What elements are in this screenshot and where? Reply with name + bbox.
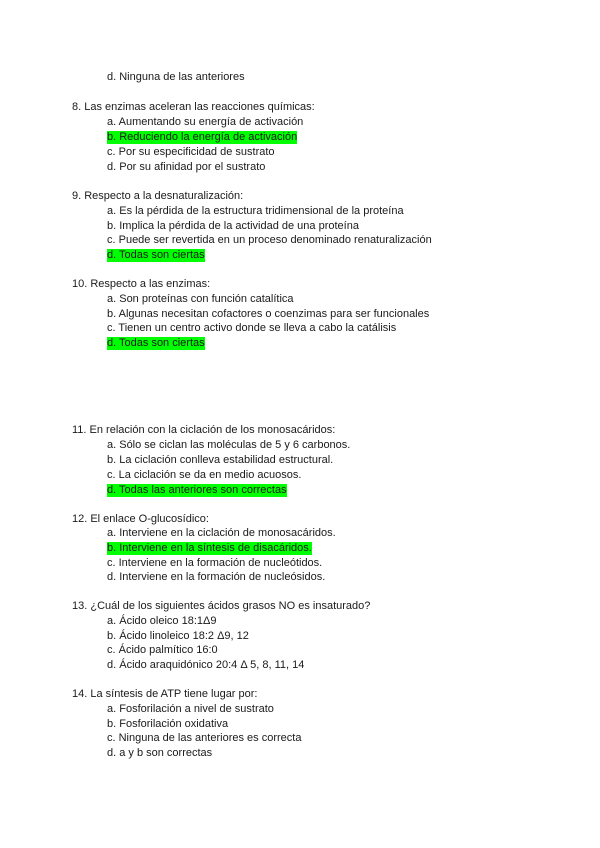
- q10-option-b: b. Algunas necesitan cofactores o coenzimas para ser funcionales: [107, 308, 430, 320]
- q12-stem: 12. El enlace O-glucosídico:: [72, 513, 209, 525]
- q13-option-a: a. Ácido oleico 18:1Δ9: [107, 615, 217, 627]
- q8-stem: 8. Las enzimas aceleran las reacciones químicas:: [72, 101, 315, 113]
- q13-option-d: d. Ácido araquidónico 20:4 Δ 5, 8, 11, 14: [107, 659, 305, 671]
- q10-stem: 10. Respecto a las enzimas:: [72, 278, 211, 290]
- q9-option-b: b. Implica la pérdida de la actividad de una proteína: [107, 220, 359, 232]
- q9-option-a: a. Es la pérdida de la estructura tridimensional de la proteína: [107, 205, 404, 217]
- q11-option-c: c. La ciclación se da en medio acuosos.: [107, 469, 302, 481]
- q14-option-b: b. Fosforilación oxidativa: [107, 718, 229, 730]
- q11-option-d-highlighted: d. Todas las anteriores son correctas: [107, 484, 287, 496]
- q8-option-b-highlighted: b. Reduciendo la energía de activación: [107, 131, 298, 143]
- q13-option-c: c. Ácido palmítico 16:0: [107, 644, 218, 656]
- q10-option-a: a. Son proteínas con función catalítica: [107, 293, 294, 305]
- q11-stem: 11. En relación con la ciclación de los monosacáridos:: [72, 424, 336, 436]
- q14-option-a: a. Fosforilación a nivel de sustrato: [107, 703, 274, 715]
- q14-stem: 14. La síntesis de ATP tiene lugar por:: [72, 688, 258, 700]
- q8-option-a: a. Aumentando su energía de activación: [107, 116, 304, 128]
- q11-option-b: b. La ciclación conlleva estabilidad estructural.: [107, 454, 334, 466]
- q11-option-a: a. Sólo se ciclan las moléculas de 5 y 6 carbonos.: [107, 439, 351, 451]
- q7-option-d: d. Ninguna de las anteriores: [107, 71, 245, 83]
- q8-option-d: d. Por su afinidad por el sustrato: [107, 161, 266, 173]
- q9-option-c: c. Puede ser revertida en un proceso denominado renaturalización: [107, 234, 432, 246]
- q13-option-b: b. Ácido linoleico 18:2 Δ9, 12: [107, 630, 249, 642]
- q9-option-d-highlighted: d. Todas son ciertas: [107, 249, 205, 261]
- q8-option-c: c. Por su especificidad de sustrato: [107, 146, 275, 158]
- q9-stem: 9. Respecto a la desnaturalización:: [72, 190, 244, 202]
- q10-option-d-highlighted: d. Todas son ciertas: [107, 337, 205, 349]
- q12-option-a: a. Interviene en la ciclación de monosacáridos.: [107, 527, 336, 539]
- q12-option-b-highlighted: b. Interviene en la síntesis de disacáridos.: [107, 542, 312, 554]
- q12-option-c: c. Interviene en la formación de nucleótidos.: [107, 557, 323, 569]
- q10-option-c: c. Tienen un centro activo donde se lleva a cabo la catálisis: [107, 322, 397, 334]
- q14-option-c: c. Ninguna de las anteriores es correcta: [107, 732, 302, 744]
- q14-option-d: d. a y b son correctas: [107, 747, 213, 759]
- q12-option-d: d. Interviene en la formación de nucleósidos.: [107, 571, 326, 583]
- q13-stem: 13. ¿Cuál de los siguientes ácidos grasos NO es insaturado?: [72, 600, 371, 612]
